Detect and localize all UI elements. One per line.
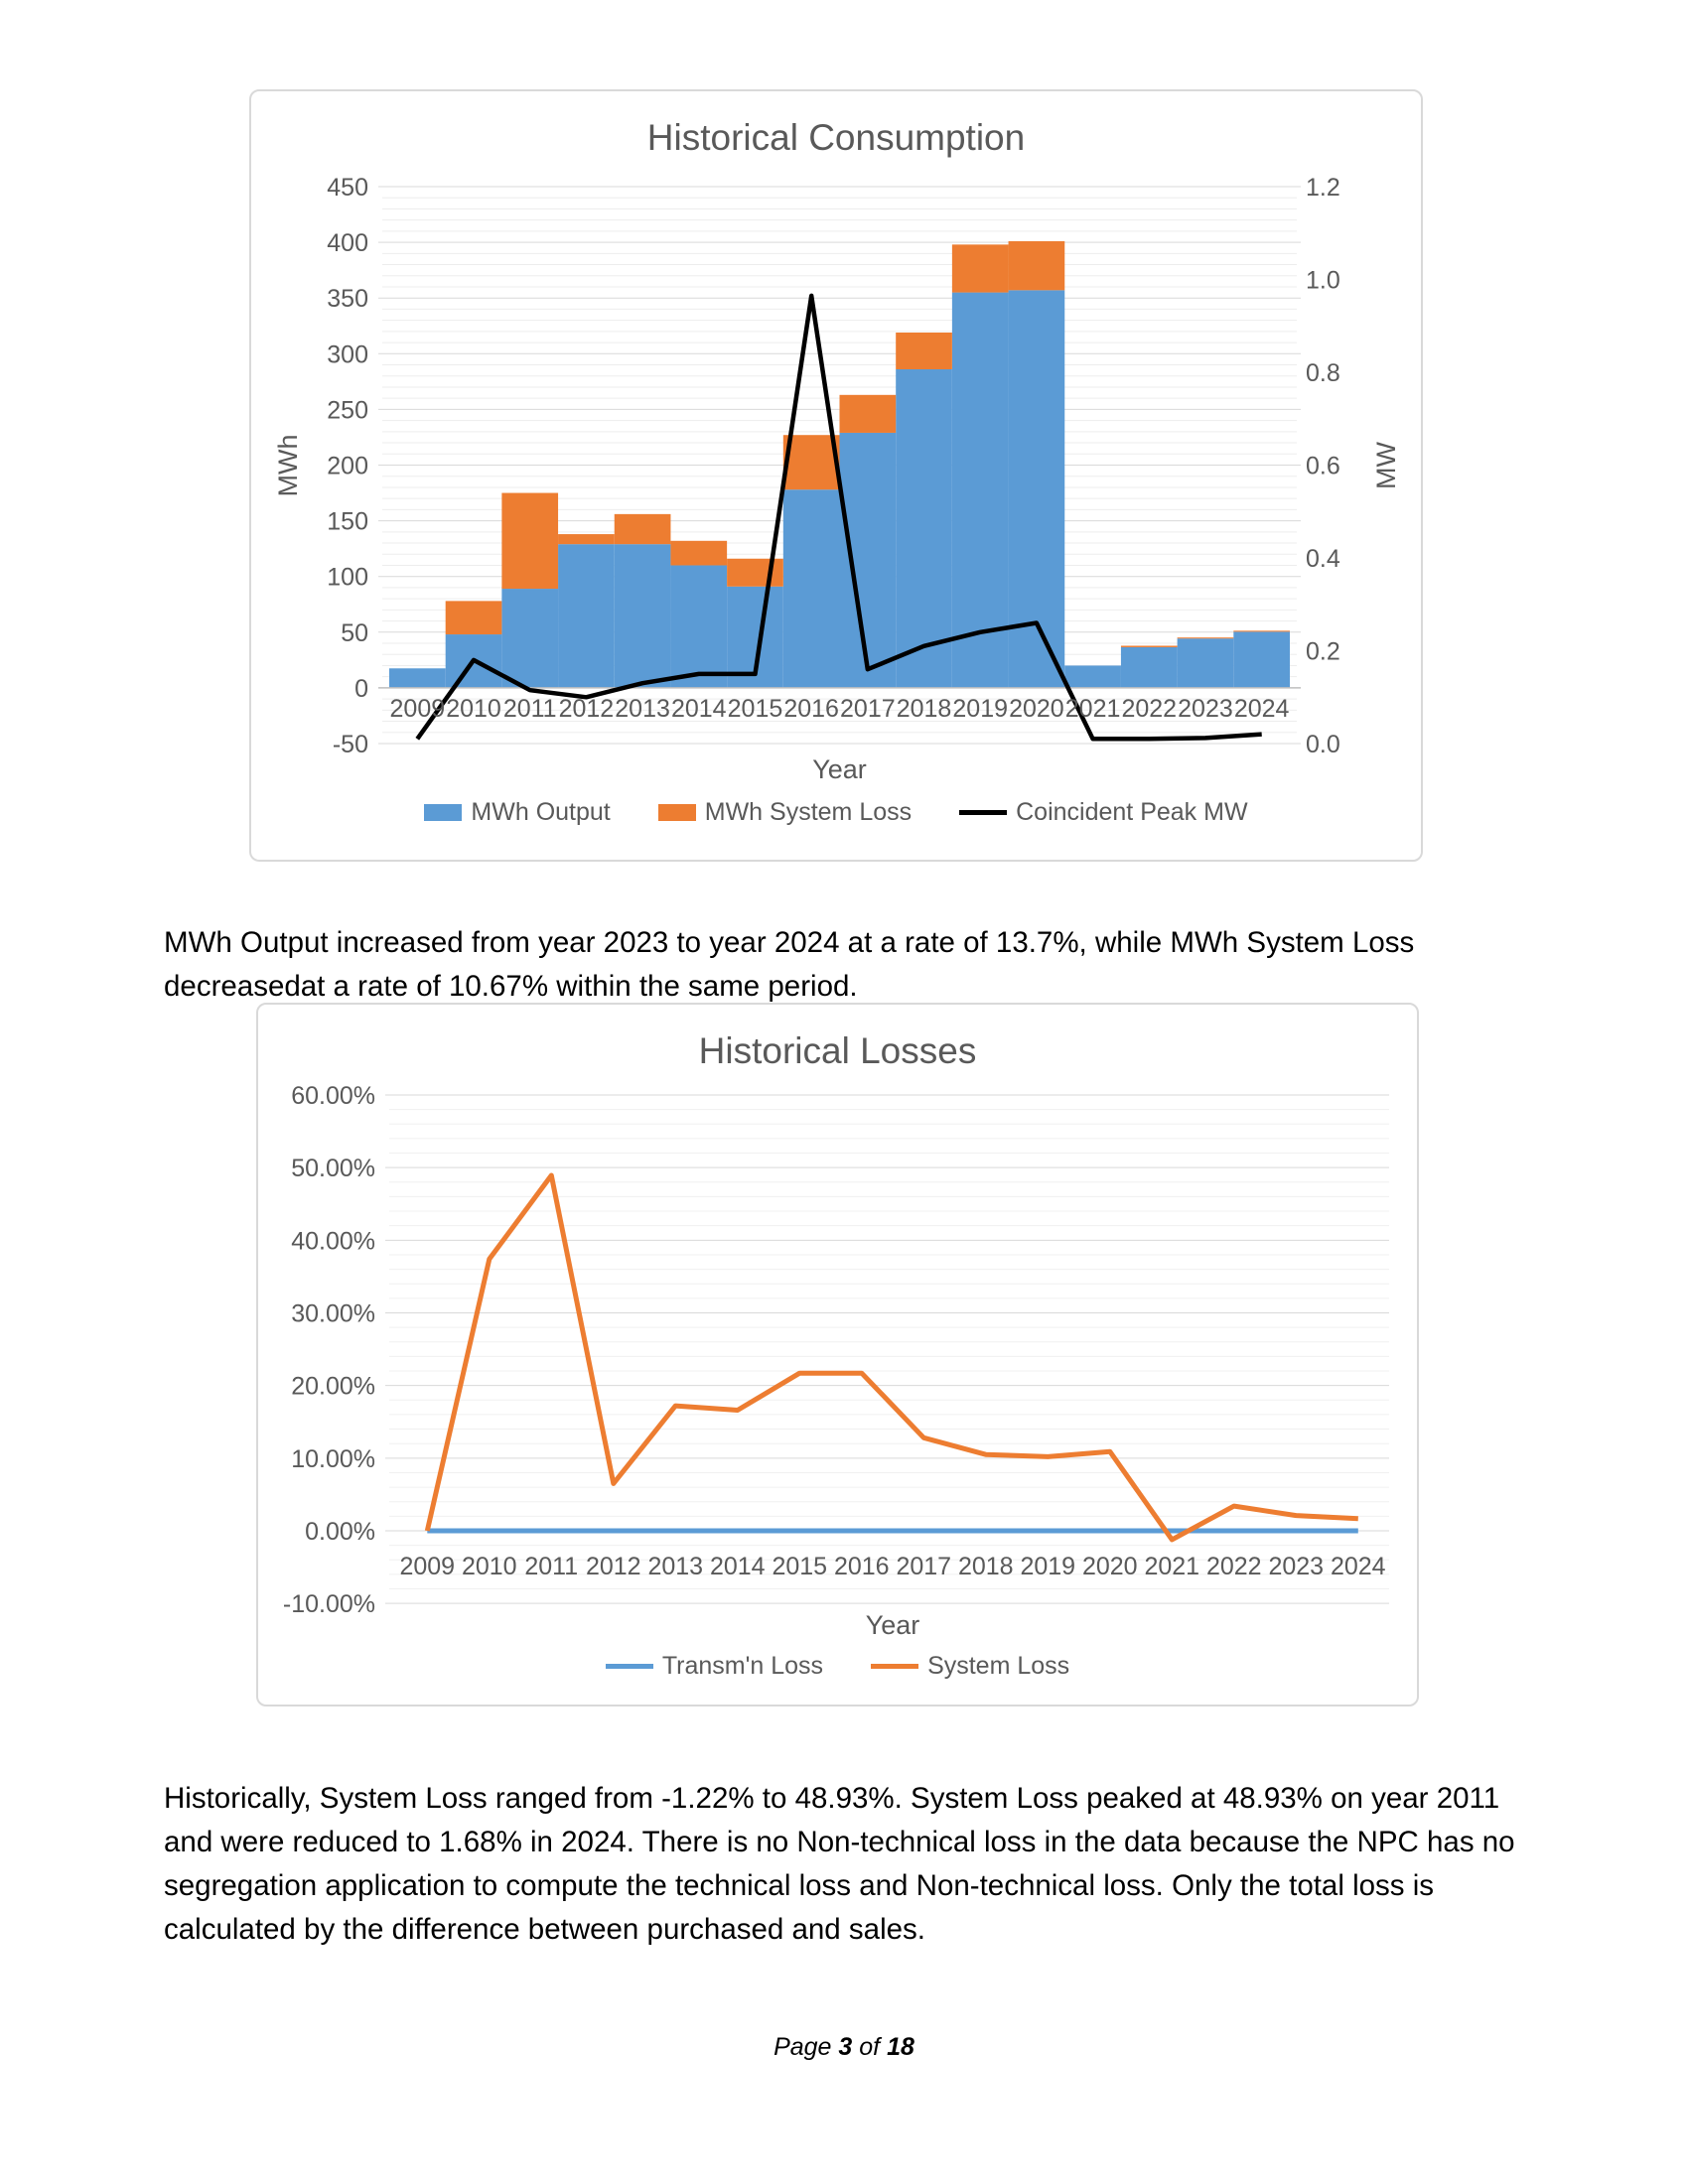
y-axis-title-right: MW	[1371, 442, 1401, 489]
bar-segment	[558, 544, 615, 688]
bar-segment	[840, 395, 897, 433]
x-axis-ticks	[399, 1553, 1385, 1580]
historical-consumption-chart	[249, 89, 1423, 862]
legend-item-mwh-system-loss	[658, 798, 912, 827]
bar-segment	[840, 433, 897, 688]
year-label: 2012	[558, 695, 615, 723]
year-label: 2016	[833, 1553, 890, 1580]
losses-legend	[258, 1652, 1417, 1681]
historical-losses-chart	[256, 1003, 1419, 1706]
gridlines-major	[385, 1095, 1389, 1603]
tick-label: 50.00%	[291, 1155, 375, 1183]
year-label: 2021	[1144, 1553, 1200, 1580]
year-label: 2022	[1205, 1553, 1262, 1580]
year-label: 2018	[896, 695, 952, 723]
year-label: 2016	[783, 695, 839, 723]
tick-label: 200	[327, 452, 368, 480]
year-label: 2022	[1121, 695, 1178, 723]
year-label: 2017	[896, 1553, 952, 1580]
tick-label: -50	[332, 731, 368, 758]
bar-segment	[727, 559, 783, 587]
legend-label: MWh Output	[471, 798, 611, 826]
tick-label: 30.00%	[291, 1299, 375, 1328]
year-label: 2024	[1330, 1553, 1386, 1580]
bar-segment	[1121, 647, 1178, 688]
footer-page-word: Page	[774, 2033, 832, 2061]
x-axis-title: Year	[865, 1610, 920, 1640]
series-line-system-loss	[427, 1175, 1358, 1540]
chart-title-losses: Historical Losses	[698, 1030, 977, 1071]
paragraph-losses-summary: Historically, System Loss ranged from -1.22% to 48.93%. System Loss peaked at 48.93% on year 2011 and were reduced to 1.68% in 2024. There is no Non-technical loss in the data because the NPC has no segregation application to compute the technical loss and Non-technical loss. Only the total loss is calculated by the difference between purchased and sales.	[164, 1781, 1515, 1946]
tick-label: 1.0	[1306, 266, 1340, 295]
year-label: 2009	[399, 1553, 456, 1580]
tick-label: 150	[327, 507, 368, 536]
legend-label: System Loss	[927, 1652, 1070, 1680]
tick-label: -10.00%	[282, 1590, 375, 1619]
tick-label: 1.2	[1306, 174, 1340, 202]
year-label: 2011	[524, 1553, 579, 1580]
x-axis-title: Year	[812, 754, 867, 784]
bar-segment	[1064, 665, 1121, 687]
year-label: 2012	[585, 1553, 641, 1580]
footer-of-word: of	[859, 2033, 881, 2061]
tick-label: 0	[354, 674, 368, 703]
legend-item-coincident-peak-mw	[959, 798, 1247, 827]
year-label: 2018	[957, 1553, 1014, 1580]
legend-swatch-transm-n-loss	[606, 1664, 653, 1669]
tick-label: 350	[327, 285, 368, 314]
losses-plot-area	[258, 1005, 1417, 1705]
paragraph-consumption-summary: MWh Output increased from year 2023 to year 2024 at a rate of 13.7%, while MWh System Loss decreasedat a rate of 10.67% within the same period.	[164, 925, 1415, 1003]
tick-label: 20.00%	[291, 1372, 375, 1401]
year-label: 2014	[709, 1553, 766, 1580]
year-label: 2019	[952, 695, 1009, 723]
bar-segment	[670, 541, 727, 566]
bar-segment	[501, 589, 558, 688]
right-axis-ticks	[1306, 174, 1340, 758]
year-label: 2011	[502, 695, 557, 723]
year-label: 2023	[1178, 695, 1233, 723]
year-label: 2017	[840, 695, 896, 723]
year-label: 2013	[647, 1553, 704, 1580]
year-label: 2021	[1064, 695, 1121, 723]
year-label: 2023	[1268, 1553, 1325, 1580]
bar-segment	[615, 514, 671, 544]
legend-item-mwh-output	[424, 798, 610, 827]
bar-segment	[670, 565, 727, 687]
tick-label: 450	[327, 174, 368, 202]
consumption-plot-area	[251, 91, 1421, 860]
tick-label: 250	[327, 396, 368, 425]
tick-label: 0.8	[1306, 359, 1340, 387]
bar-segment	[952, 244, 1009, 292]
footer-page-number: 3	[838, 2033, 853, 2061]
legend-item-transm-n-loss	[606, 1652, 823, 1681]
tick-label: 0.00%	[305, 1518, 375, 1546]
year-label: 2010	[446, 695, 501, 723]
legend-label: Transm'n Loss	[661, 1652, 824, 1680]
bar-segment	[1178, 637, 1234, 638]
tick-label: 10.00%	[291, 1444, 375, 1473]
year-label: 2015	[727, 695, 783, 723]
bar-segment	[558, 534, 615, 544]
tick-label: 0.0	[1306, 731, 1340, 758]
bar-segment	[1121, 645, 1178, 646]
year-label: 2010	[461, 1553, 517, 1580]
tick-label: 0.2	[1306, 637, 1340, 666]
tick-label: 300	[327, 341, 368, 369]
bar-segment	[1233, 630, 1290, 631]
bar-segment	[1233, 631, 1290, 688]
year-label: 2009	[389, 695, 446, 723]
bar-segment	[615, 544, 671, 688]
legend-label: MWh System Loss	[704, 798, 913, 826]
bar-segment	[1009, 241, 1065, 290]
tick-label: 0.4	[1306, 545, 1340, 573]
bar-segment	[896, 333, 952, 369]
year-label: 2024	[1233, 695, 1290, 723]
legend-swatch-coincident-peak-mw	[959, 810, 1007, 815]
tick-label: 40.00%	[291, 1227, 375, 1256]
year-label: 2020	[1009, 695, 1064, 723]
consumption-legend	[251, 798, 1421, 827]
bar-segment	[446, 601, 502, 634]
legend-swatch-system-loss	[871, 1664, 918, 1669]
bar-segment	[389, 668, 446, 688]
legend-item-system-loss	[871, 1652, 1069, 1681]
page-footer	[0, 2033, 1688, 2062]
footer-total-pages: 18	[887, 2033, 914, 2061]
y-axis-title-left: MWh	[273, 434, 303, 497]
y-axis-ticks	[283, 1082, 375, 1618]
tick-label: 60.00%	[291, 1081, 375, 1110]
legend-swatch-mwh-system-loss	[658, 804, 696, 821]
year-label: 2013	[615, 695, 670, 723]
x-axis-ticks	[390, 695, 1290, 723]
bar-segment	[501, 493, 558, 589]
bar-segment	[1178, 638, 1234, 688]
gridlines-minor	[389, 1110, 1389, 1589]
tick-label: 50	[341, 618, 368, 647]
legend-swatch-mwh-output	[424, 804, 462, 821]
bar-segment	[783, 489, 840, 688]
chart-title-consumption: Historical Consumption	[646, 117, 1026, 158]
tick-label: 100	[327, 563, 368, 592]
year-label: 2014	[670, 695, 727, 723]
left-axis-ticks	[327, 174, 368, 758]
year-label: 2015	[772, 1553, 828, 1580]
tick-label: 0.6	[1306, 452, 1340, 480]
year-label: 2019	[1020, 1553, 1076, 1580]
tick-label: 400	[327, 229, 368, 258]
legend-label: Coincident Peak MW	[1016, 798, 1248, 826]
year-label: 2020	[1081, 1553, 1138, 1580]
